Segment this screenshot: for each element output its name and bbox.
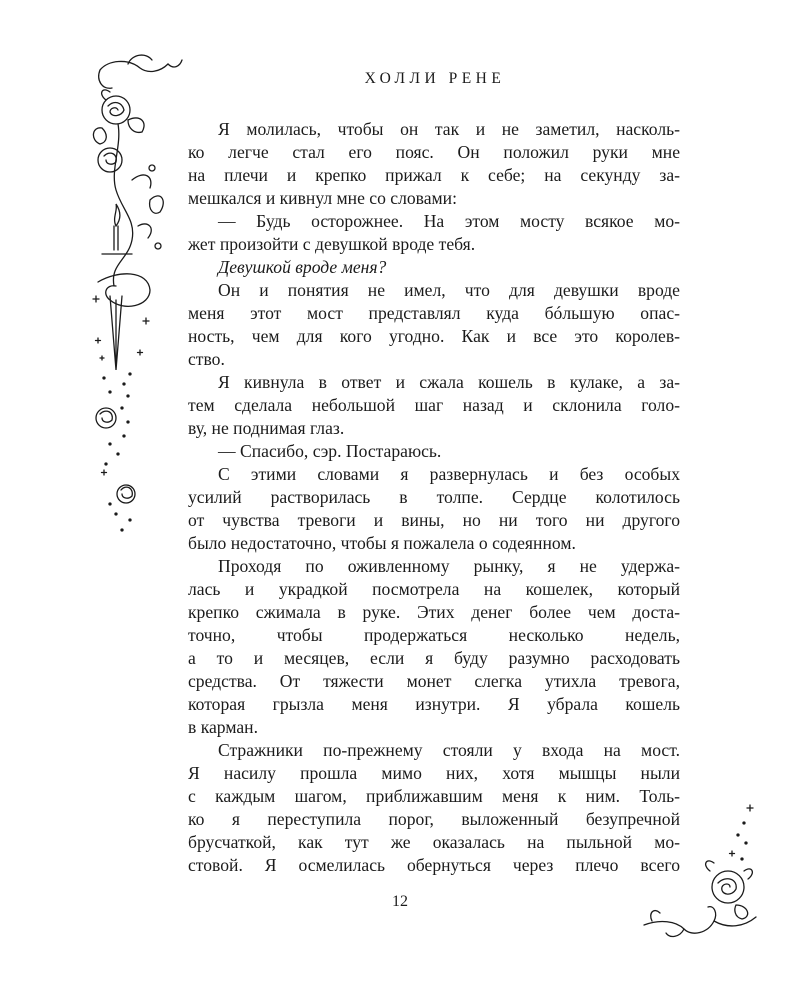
text-line: ко легче стал его пояс. Он положил руки мне xyxy=(188,142,680,162)
text-line: ву, не поднимая глаз. xyxy=(188,418,345,438)
text-line: ность, чем для кого угодно. Как и все это королев- xyxy=(188,326,680,346)
floral-corner-ornament-icon xyxy=(640,795,760,945)
running-head-author: ХОЛЛИ РЕНЕ xyxy=(364,70,506,87)
floral-dagger-ornament-icon xyxy=(88,50,188,540)
text-line: жет произойти с девушкой вроде тебя. xyxy=(188,234,476,254)
text-line: меня этот мост представлял куда бóльшую опас- xyxy=(188,303,680,323)
text-line: ство. xyxy=(188,349,225,369)
text-line: Стражники по-прежнему стояли у входа на мост. xyxy=(218,740,680,760)
text-line: Проходя по оживленному рынку, я не удержа- xyxy=(218,556,680,576)
text-line: лась и украдкой посмотрела на кошелек, который xyxy=(188,579,680,599)
text-line: стовой. Я осмелилась обернуться через плечо всего xyxy=(188,855,680,875)
page-number: 12 xyxy=(392,893,408,910)
text-line: в карман. xyxy=(188,717,258,737)
text-line: С этими словами я развернулась и без особых xyxy=(218,464,680,484)
text-line: Девушкой вроде меня? xyxy=(218,257,387,277)
text-line: от чувства тревоги и вины, но ни того ни другого xyxy=(188,510,680,530)
text-line: крепко сжимала в руке. Этих денег более чем доста- xyxy=(188,602,680,622)
text-line: Я насилу прошла мимо них, хотя мышцы ныли xyxy=(188,763,680,783)
text-line: Он и понятия не имел, что для девушки вроде xyxy=(218,280,680,300)
text-line: мешкался и кивнул мне со словами: xyxy=(188,188,457,208)
text-line: брусчаткой, как тут же оказалась на пыльной мо- xyxy=(188,832,680,852)
text-line: с каждым шагом, приближавшим меня к ним. Толь- xyxy=(188,786,680,806)
text-line: средства. От тяжести монет слегка утихла тревога, xyxy=(188,671,680,691)
text-line: а то и месяцев, если я буду разумно расходовать xyxy=(188,648,680,668)
text-line: Я молилась, чтобы он так и не заметил, насколь- xyxy=(218,119,680,139)
text-line: тем сделала небольшой шаг назад и склонила голо- xyxy=(188,395,680,415)
text-line: — Спасибо, сэр. Постараюсь. xyxy=(218,441,442,461)
text-line: точно, чтобы продержаться несколько недель, xyxy=(188,625,680,645)
text-line: ко я переступила порог, выложенный безупречной xyxy=(188,809,680,829)
text-line: — Будь осторожнее. На этом мосту всякое мо- xyxy=(218,211,680,231)
text-line: на плечи и крепко прижал к себе; на секунду за- xyxy=(188,165,680,185)
body-text xyxy=(188,118,680,877)
text-line: усилий растворилась в толпе. Сердце колотилось xyxy=(188,487,680,507)
text-line: было недостаточно, чтобы я пожалела о содеянном. xyxy=(188,533,576,553)
text-line: которая грызла меня изнутри. Я убрала кошель xyxy=(188,694,680,714)
text-line: Я кивнула в ответ и сжала кошель в кулаке, а за- xyxy=(218,372,680,392)
